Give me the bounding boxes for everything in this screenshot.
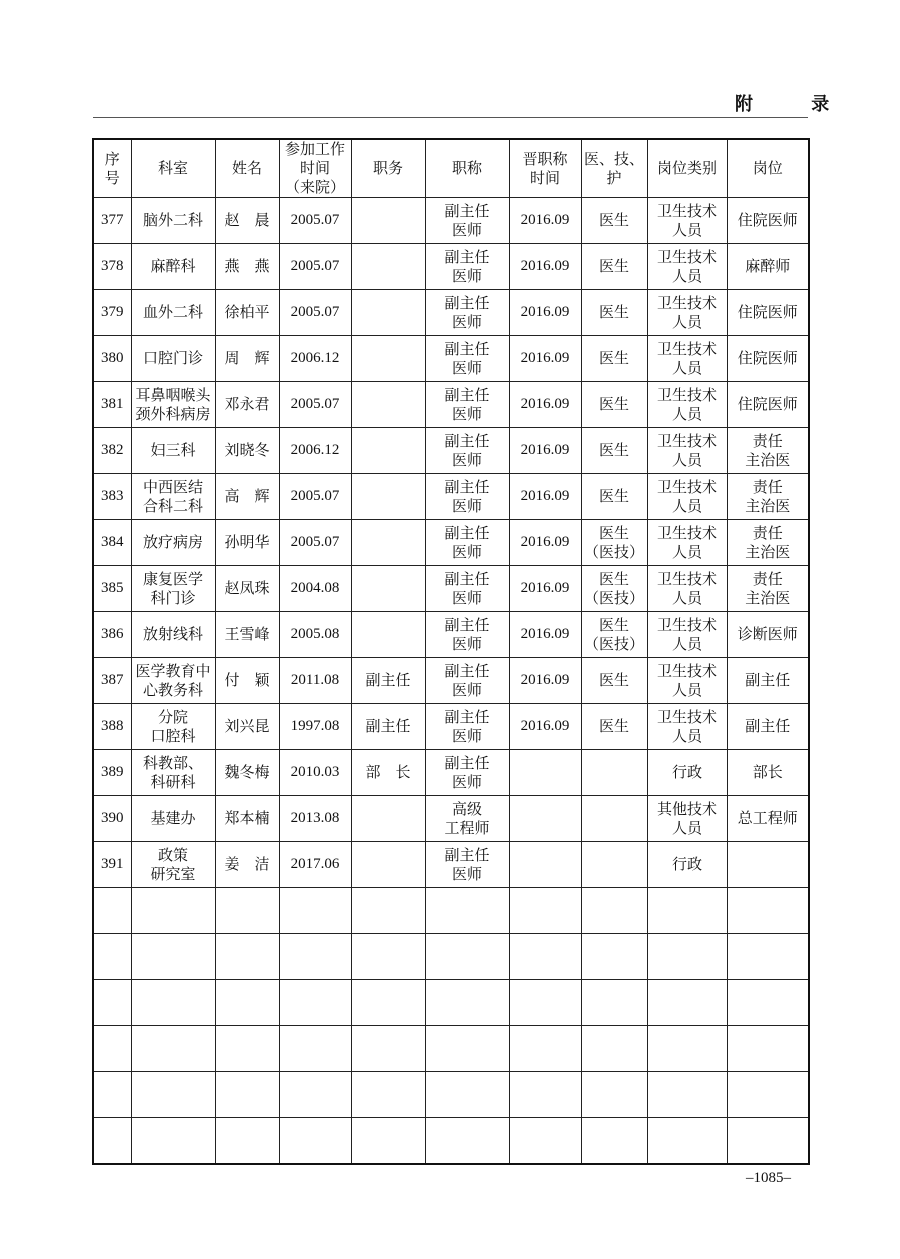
- promotion-date-cell: 2016.09: [509, 520, 581, 566]
- empty-cell: [509, 934, 581, 980]
- table-body: [93, 198, 809, 1165]
- title-cell: 副主任 医师: [425, 612, 509, 658]
- empty-cell: [509, 1026, 581, 1072]
- post-category-cell: 卫生技术 人员: [647, 612, 727, 658]
- post-cell: 住院医师: [727, 336, 809, 382]
- empty-cell: [93, 1072, 131, 1118]
- empty-table-row: [93, 934, 809, 980]
- column-header: 科室: [131, 139, 215, 198]
- empty-cell: [215, 888, 279, 934]
- work-start-date-cell: 2010.03: [279, 750, 351, 796]
- table-row: [93, 198, 809, 244]
- empty-cell: [581, 1026, 647, 1072]
- work-start-date-cell: 2017.06: [279, 842, 351, 888]
- post-category-cell: 卫生技术 人员: [647, 520, 727, 566]
- department-cell: 妇三科: [131, 428, 215, 474]
- empty-cell: [215, 1026, 279, 1072]
- table-row: [93, 474, 809, 520]
- work-start-date-cell: 2013.08: [279, 796, 351, 842]
- position-cell: [351, 842, 425, 888]
- work-start-date-cell: 2005.07: [279, 198, 351, 244]
- column-header: 序 号: [93, 139, 131, 198]
- empty-cell: [215, 980, 279, 1026]
- category-cell: 医生: [581, 336, 647, 382]
- post-category-cell: 卫生技术 人员: [647, 704, 727, 750]
- position-cell: 部 长: [351, 750, 425, 796]
- column-header: 参加工作 时间 （来院）: [279, 139, 351, 198]
- staff-name-cell: 郑本楠: [215, 796, 279, 842]
- post-category-cell: 卫生技术 人员: [647, 474, 727, 520]
- work-start-date-cell: 2006.12: [279, 428, 351, 474]
- empty-cell: [351, 1072, 425, 1118]
- staff-name-cell: 魏冬梅: [215, 750, 279, 796]
- row-number-cell: 388: [93, 704, 131, 750]
- column-header: 姓名: [215, 139, 279, 198]
- post-category-cell: 卫生技术 人员: [647, 428, 727, 474]
- empty-cell: [647, 980, 727, 1026]
- position-cell: [351, 244, 425, 290]
- title-cell: 副主任 医师: [425, 566, 509, 612]
- position-cell: [351, 520, 425, 566]
- department-cell: 分院 口腔科: [131, 704, 215, 750]
- post-cell: 住院医师: [727, 198, 809, 244]
- promotion-date-cell: [509, 796, 581, 842]
- table-row: [93, 796, 809, 842]
- empty-cell: [279, 980, 351, 1026]
- post-cell: 诊断医师: [727, 612, 809, 658]
- column-header: 职务: [351, 139, 425, 198]
- staff-name-cell: 赵 晨: [215, 198, 279, 244]
- table-row: [93, 658, 809, 704]
- work-start-date-cell: 2005.08: [279, 612, 351, 658]
- work-start-date-cell: 1997.08: [279, 704, 351, 750]
- title-cell: 副主任 医师: [425, 244, 509, 290]
- post-category-cell: 行政: [647, 750, 727, 796]
- category-cell: 医生: [581, 244, 647, 290]
- work-start-date-cell: 2005.07: [279, 382, 351, 428]
- post-cell: 副主任: [727, 658, 809, 704]
- row-number-cell: 391: [93, 842, 131, 888]
- row-number-cell: 383: [93, 474, 131, 520]
- title-cell: 副主任 医师: [425, 198, 509, 244]
- empty-cell: [93, 980, 131, 1026]
- post-category-cell: 行政: [647, 842, 727, 888]
- table-row: [93, 842, 809, 888]
- staff-name-cell: 邓永君: [215, 382, 279, 428]
- promotion-date-cell: 2016.09: [509, 336, 581, 382]
- empty-cell: [351, 888, 425, 934]
- empty-cell: [351, 934, 425, 980]
- empty-cell: [727, 1118, 809, 1165]
- department-cell: 医学教育中 心教务科: [131, 658, 215, 704]
- empty-cell: [279, 888, 351, 934]
- post-cell: 总工程师: [727, 796, 809, 842]
- work-start-date-cell: 2004.08: [279, 566, 351, 612]
- department-cell: 科教部、 科研科: [131, 750, 215, 796]
- staff-name-cell: 付 颖: [215, 658, 279, 704]
- category-cell: 医生 （医技）: [581, 566, 647, 612]
- row-number-cell: 385: [93, 566, 131, 612]
- table-row: [93, 336, 809, 382]
- title-cell: 副主任 医师: [425, 428, 509, 474]
- post-category-cell: 卫生技术 人员: [647, 382, 727, 428]
- department-cell: 康复医学 科门诊: [131, 566, 215, 612]
- empty-cell: [279, 1072, 351, 1118]
- empty-cell: [647, 1072, 727, 1118]
- category-cell: 医生 （医技）: [581, 520, 647, 566]
- empty-cell: [215, 1118, 279, 1165]
- department-cell: 麻醉科: [131, 244, 215, 290]
- table-row: [93, 750, 809, 796]
- position-cell: 副主任: [351, 704, 425, 750]
- category-cell: 医生: [581, 658, 647, 704]
- column-header: 岗位类别: [647, 139, 727, 198]
- work-start-date-cell: 2005.07: [279, 474, 351, 520]
- position-cell: [351, 428, 425, 474]
- table-row: [93, 520, 809, 566]
- empty-cell: [581, 934, 647, 980]
- row-number-cell: 390: [93, 796, 131, 842]
- category-cell: [581, 750, 647, 796]
- page-number: –1085–: [746, 1170, 791, 1186]
- category-cell: [581, 796, 647, 842]
- department-cell: 耳鼻咽喉头 颈外科病房: [131, 382, 215, 428]
- title-cell: 高级 工程师: [425, 796, 509, 842]
- promotion-date-cell: 2016.09: [509, 290, 581, 336]
- promotion-date-cell: 2016.09: [509, 244, 581, 290]
- promotion-date-cell: 2016.09: [509, 428, 581, 474]
- position-cell: [351, 198, 425, 244]
- promotion-date-cell: 2016.09: [509, 566, 581, 612]
- promotion-date-cell: [509, 750, 581, 796]
- empty-cell: [425, 934, 509, 980]
- empty-cell: [509, 1118, 581, 1165]
- category-cell: 医生: [581, 382, 647, 428]
- empty-cell: [279, 1026, 351, 1072]
- empty-cell: [425, 980, 509, 1026]
- empty-cell: [509, 980, 581, 1026]
- empty-table-row: [93, 1118, 809, 1165]
- empty-cell: [581, 888, 647, 934]
- category-cell: [581, 842, 647, 888]
- empty-cell: [647, 1026, 727, 1072]
- empty-cell: [425, 888, 509, 934]
- table-row: [93, 244, 809, 290]
- post-category-cell: 卫生技术 人员: [647, 566, 727, 612]
- empty-cell: [279, 1118, 351, 1165]
- work-start-date-cell: 2006.12: [279, 336, 351, 382]
- table-header-row: [93, 139, 809, 198]
- post-category-cell: 卫生技术 人员: [647, 244, 727, 290]
- staff-name-cell: 姜 洁: [215, 842, 279, 888]
- title-cell: 副主任 医师: [425, 704, 509, 750]
- staff-roster-table: [92, 138, 810, 1165]
- post-cell: 责任 主治医: [727, 474, 809, 520]
- empty-cell: [727, 1026, 809, 1072]
- column-header: 岗位: [727, 139, 809, 198]
- post-cell: 住院医师: [727, 290, 809, 336]
- row-number-cell: 377: [93, 198, 131, 244]
- empty-cell: [727, 980, 809, 1026]
- promotion-date-cell: [509, 842, 581, 888]
- category-cell: 医生: [581, 290, 647, 336]
- title-cell: 副主任 医师: [425, 750, 509, 796]
- table-row: [93, 566, 809, 612]
- empty-cell: [351, 1118, 425, 1165]
- department-cell: 中西医结 合科二科: [131, 474, 215, 520]
- department-cell: 放疗病房: [131, 520, 215, 566]
- title-cell: 副主任 医师: [425, 474, 509, 520]
- row-number-cell: 378: [93, 244, 131, 290]
- title-cell: 副主任 医师: [425, 290, 509, 336]
- promotion-date-cell: 2016.09: [509, 658, 581, 704]
- post-cell: 责任 主治医: [727, 520, 809, 566]
- table-row: [93, 428, 809, 474]
- post-category-cell: 卫生技术 人员: [647, 658, 727, 704]
- staff-name-cell: 徐柏平: [215, 290, 279, 336]
- empty-cell: [351, 980, 425, 1026]
- empty-cell: [131, 980, 215, 1026]
- empty-cell: [727, 1072, 809, 1118]
- promotion-date-cell: 2016.09: [509, 198, 581, 244]
- department-cell: 政策 研究室: [131, 842, 215, 888]
- promotion-date-cell: 2016.09: [509, 382, 581, 428]
- department-cell: 口腔门诊: [131, 336, 215, 382]
- post-cell: 副主任: [727, 704, 809, 750]
- empty-cell: [131, 1026, 215, 1072]
- category-cell: 医生: [581, 198, 647, 244]
- post-cell: 责任 主治医: [727, 428, 809, 474]
- post-cell: 住院医师: [727, 382, 809, 428]
- row-number-cell: 382: [93, 428, 131, 474]
- position-cell: [351, 474, 425, 520]
- work-start-date-cell: 2005.07: [279, 520, 351, 566]
- row-number-cell: 386: [93, 612, 131, 658]
- table-row: [93, 382, 809, 428]
- post-cell: 责任 主治医: [727, 566, 809, 612]
- column-header: 晋职称 时间: [509, 139, 581, 198]
- empty-table-row: [93, 888, 809, 934]
- post-cell: 部长: [727, 750, 809, 796]
- row-number-cell: 389: [93, 750, 131, 796]
- post-category-cell: 卫生技术 人员: [647, 290, 727, 336]
- category-cell: 医生 （医技）: [581, 612, 647, 658]
- row-number-cell: 379: [93, 290, 131, 336]
- post-category-cell: 其他技术 人员: [647, 796, 727, 842]
- empty-cell: [131, 1118, 215, 1165]
- staff-name-cell: 刘晓冬: [215, 428, 279, 474]
- empty-cell: [581, 1118, 647, 1165]
- empty-cell: [727, 888, 809, 934]
- empty-cell: [647, 934, 727, 980]
- empty-cell: [509, 1072, 581, 1118]
- title-cell: 副主任 医师: [425, 658, 509, 704]
- staff-name-cell: 燕 燕: [215, 244, 279, 290]
- category-cell: 医生: [581, 704, 647, 750]
- column-header: 职称: [425, 139, 509, 198]
- empty-cell: [425, 1072, 509, 1118]
- column-header: 医、技、 护: [581, 139, 647, 198]
- empty-cell: [647, 1118, 727, 1165]
- position-cell: 副主任: [351, 658, 425, 704]
- empty-cell: [509, 888, 581, 934]
- post-cell: 麻醉师: [727, 244, 809, 290]
- empty-table-row: [93, 1072, 809, 1118]
- position-cell: [351, 382, 425, 428]
- title-cell: 副主任 医师: [425, 336, 509, 382]
- staff-name-cell: 刘兴昆: [215, 704, 279, 750]
- empty-cell: [93, 1118, 131, 1165]
- position-cell: [351, 336, 425, 382]
- staff-name-cell: 高 辉: [215, 474, 279, 520]
- category-cell: 医生: [581, 474, 647, 520]
- staff-name-cell: 周 辉: [215, 336, 279, 382]
- row-number-cell: 387: [93, 658, 131, 704]
- empty-cell: [215, 934, 279, 980]
- running-header: 附 录: [735, 94, 856, 115]
- position-cell: [351, 612, 425, 658]
- empty-table-row: [93, 980, 809, 1026]
- department-cell: 基建办: [131, 796, 215, 842]
- empty-cell: [131, 934, 215, 980]
- staff-name-cell: 赵凤珠: [215, 566, 279, 612]
- row-number-cell: 380: [93, 336, 131, 382]
- post-category-cell: 卫生技术 人员: [647, 336, 727, 382]
- work-start-date-cell: 2005.07: [279, 244, 351, 290]
- promotion-date-cell: 2016.09: [509, 474, 581, 520]
- table-row: [93, 290, 809, 336]
- empty-cell: [279, 934, 351, 980]
- title-cell: 副主任 医师: [425, 382, 509, 428]
- title-cell: 副主任 医师: [425, 842, 509, 888]
- promotion-date-cell: 2016.09: [509, 612, 581, 658]
- empty-cell: [581, 980, 647, 1026]
- empty-cell: [425, 1118, 509, 1165]
- category-cell: 医生: [581, 428, 647, 474]
- empty-cell: [215, 1072, 279, 1118]
- department-cell: 脑外二科: [131, 198, 215, 244]
- promotion-date-cell: 2016.09: [509, 704, 581, 750]
- empty-table-row: [93, 1026, 809, 1072]
- table-row: [93, 612, 809, 658]
- empty-cell: [93, 888, 131, 934]
- empty-cell: [131, 1072, 215, 1118]
- empty-cell: [351, 1026, 425, 1072]
- position-cell: [351, 290, 425, 336]
- work-start-date-cell: 2005.07: [279, 290, 351, 336]
- empty-cell: [647, 888, 727, 934]
- row-number-cell: 384: [93, 520, 131, 566]
- title-cell: 副主任 医师: [425, 520, 509, 566]
- empty-cell: [581, 1072, 647, 1118]
- post-cell: [727, 842, 809, 888]
- empty-cell: [93, 1026, 131, 1072]
- staff-name-cell: 王雪峰: [215, 612, 279, 658]
- empty-cell: [727, 934, 809, 980]
- empty-cell: [425, 1026, 509, 1072]
- staff-name-cell: 孙明华: [215, 520, 279, 566]
- post-category-cell: 卫生技术 人员: [647, 198, 727, 244]
- empty-cell: [131, 888, 215, 934]
- position-cell: [351, 566, 425, 612]
- header-rule: [93, 117, 808, 118]
- empty-cell: [93, 934, 131, 980]
- table-row: [93, 704, 809, 750]
- work-start-date-cell: 2011.08: [279, 658, 351, 704]
- department-cell: 放射线科: [131, 612, 215, 658]
- position-cell: [351, 796, 425, 842]
- department-cell: 血外二科: [131, 290, 215, 336]
- row-number-cell: 381: [93, 382, 131, 428]
